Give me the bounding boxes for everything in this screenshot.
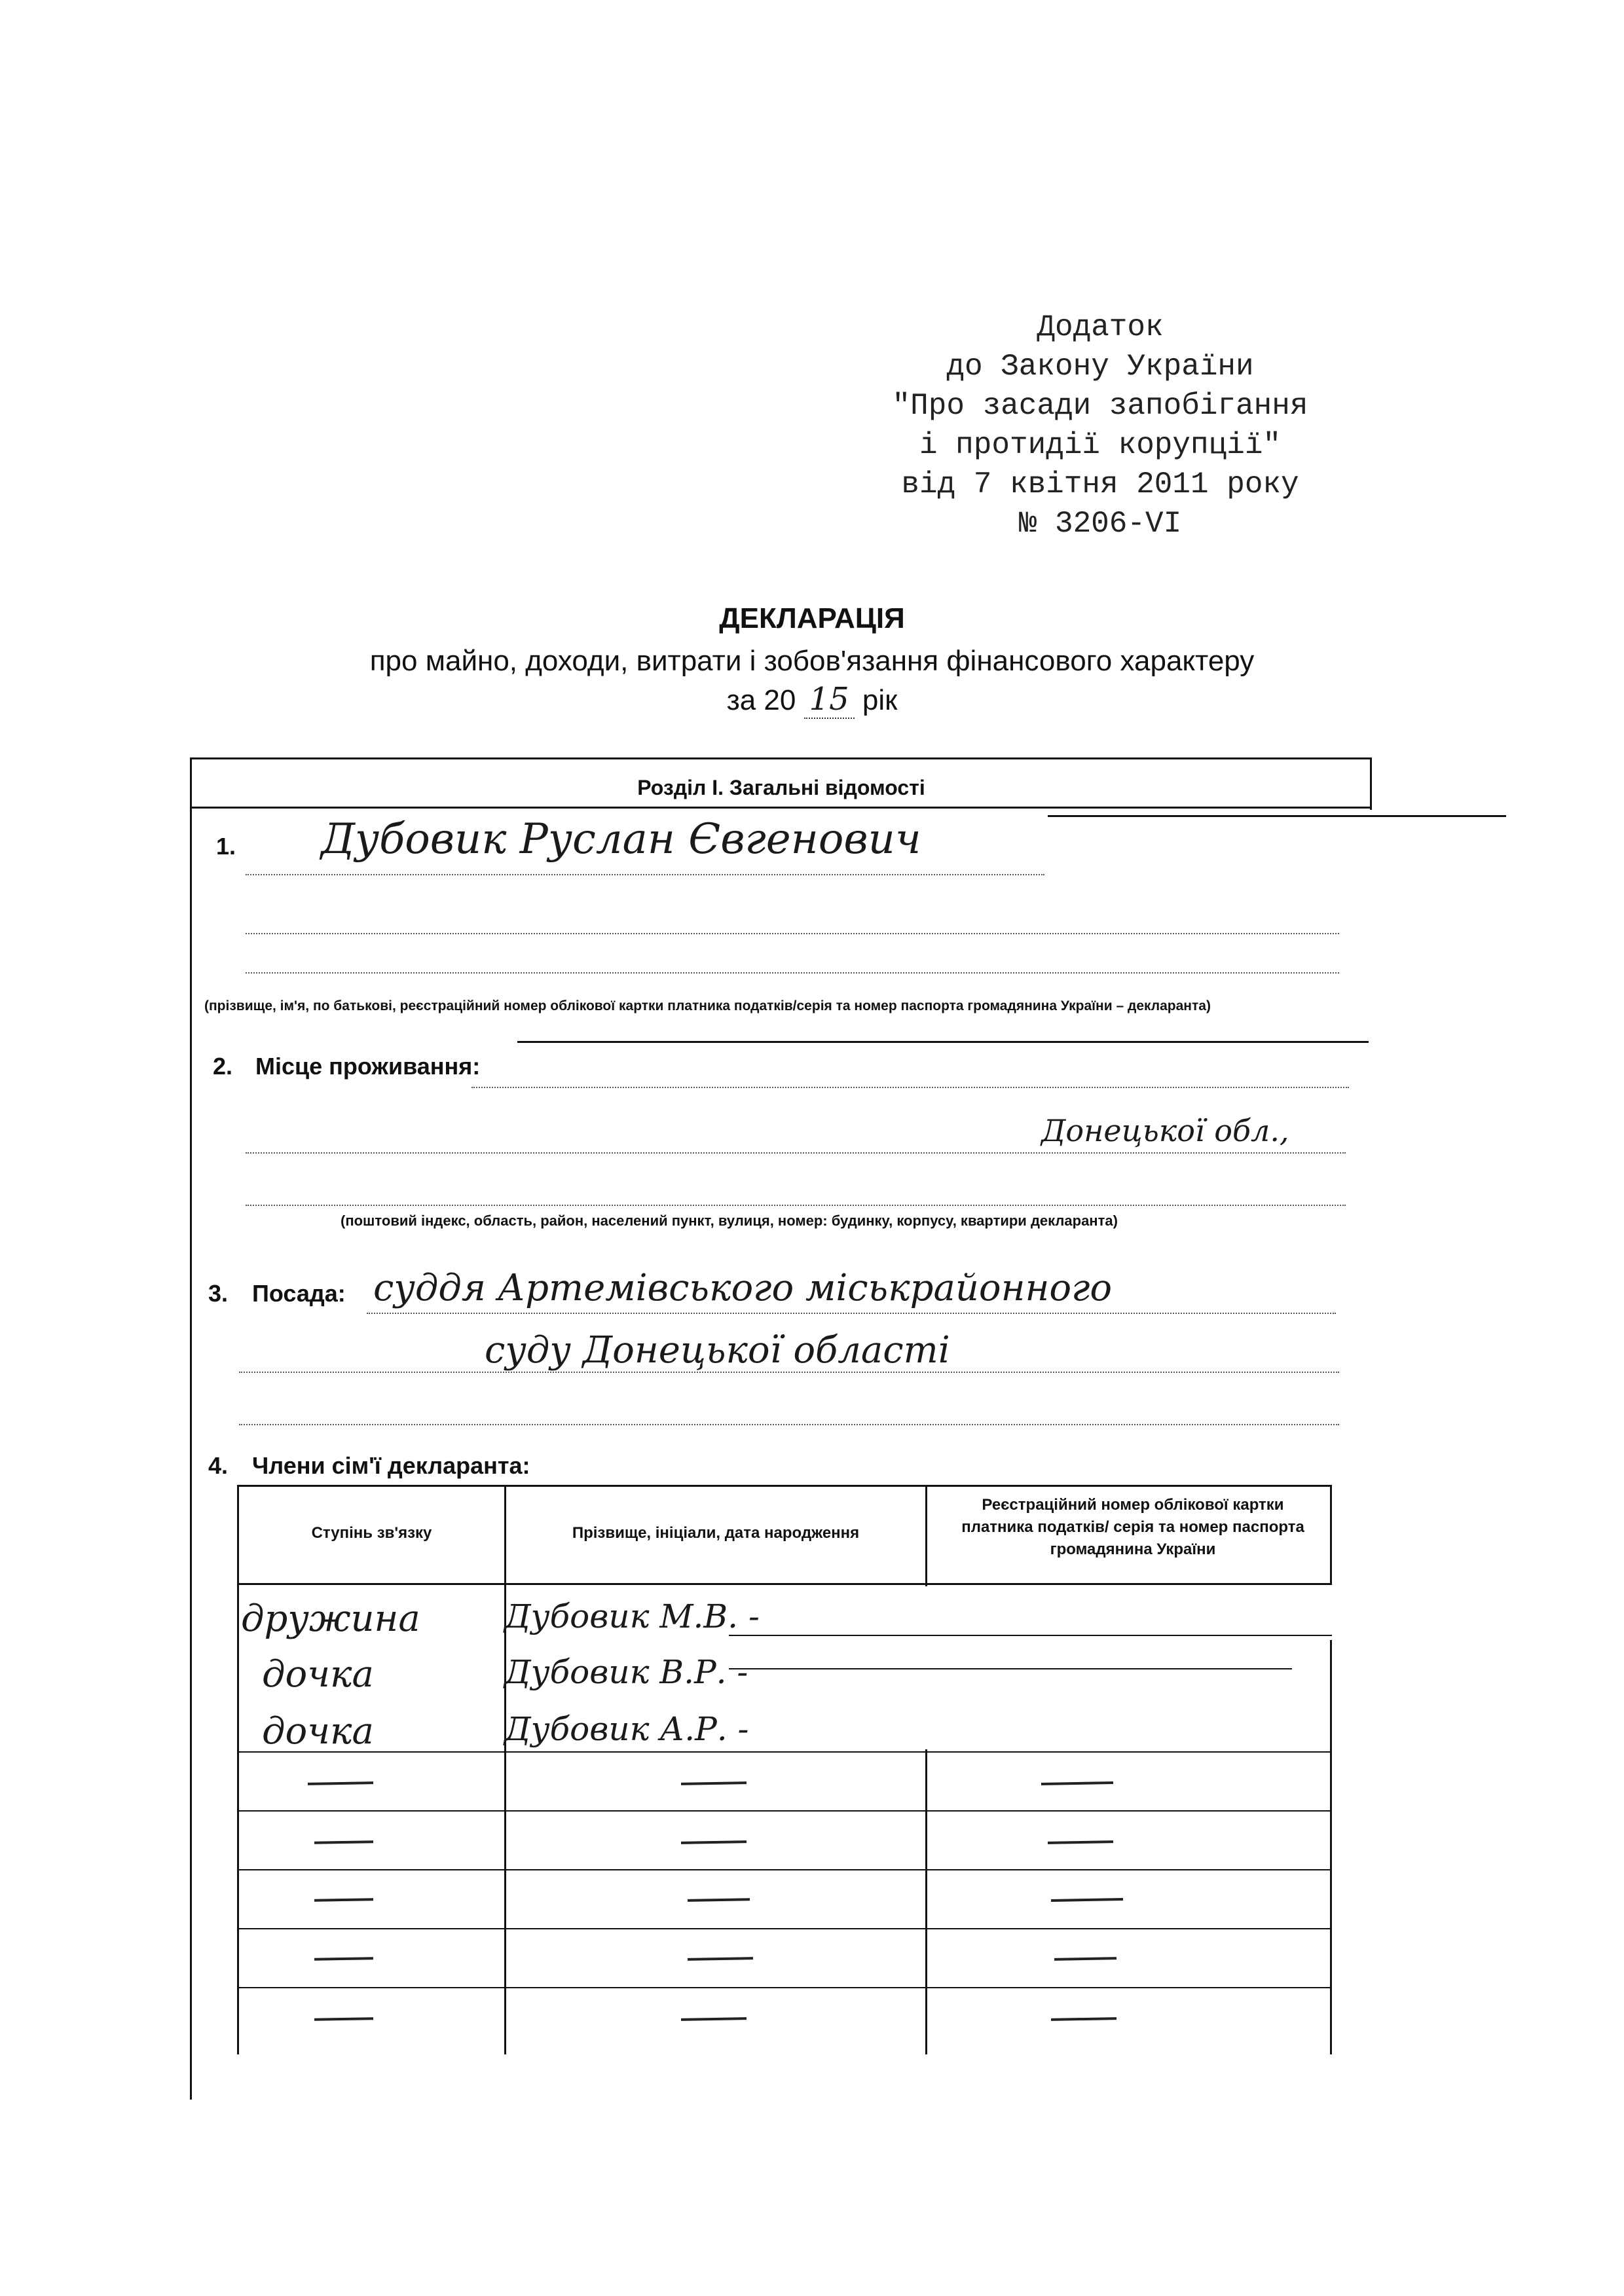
item3-handwritten-line-2: суду Донецької області — [485, 1329, 950, 1372]
frame-left — [190, 757, 192, 2100]
declaration-subtitle: про майно, доходи, витрати і зобов'язання фінансового характеру — [369, 645, 1255, 677]
appendix-line-6: № 3206-VI — [1018, 507, 1182, 541]
empty-dash — [308, 1781, 373, 1785]
row-2-relation: дочка — [262, 1653, 374, 1696]
empty-dash — [314, 1957, 373, 1961]
item3-number: 3. — [208, 1280, 229, 1307]
year-suffix: рік — [862, 684, 898, 716]
row-rule-7 — [237, 1987, 1332, 1988]
row-rule-2 — [729, 1668, 1292, 1669]
empty-dash — [688, 1957, 753, 1961]
table-header-name: Прізвище, ініціали, дата народження — [572, 1524, 860, 1542]
declaration-title: ДЕКЛАРАЦІЯ — [719, 602, 905, 634]
row-3-relation: дочка — [262, 1710, 374, 1753]
item2-number: 2. — [213, 1053, 233, 1080]
row-1-relation: дружина — [241, 1597, 420, 1640]
heading-bottom-rule — [190, 807, 1372, 809]
item2-line-1 — [471, 1087, 1349, 1088]
empty-dash — [314, 2017, 373, 2021]
row-rule-5 — [237, 1869, 1332, 1870]
table-left — [237, 1485, 239, 2054]
row-1-name: Дубовик М.В. - — [504, 1597, 760, 1635]
empty-dash — [681, 2017, 747, 2021]
table-header-rule — [237, 1583, 1332, 1585]
section-heading: Розділ І. Загальні відомості — [637, 776, 925, 799]
empty-dash — [1051, 2017, 1116, 2021]
empty-dash — [1054, 1957, 1116, 1961]
appendix-line-2: до Закону України — [946, 350, 1254, 384]
year-handwritten: 15 — [804, 681, 855, 719]
row-rule-3 — [237, 1751, 1332, 1753]
item3-line-2 — [239, 1372, 1339, 1373]
appendix-block — [812, 308, 1388, 543]
item1-line-2 — [246, 933, 1339, 934]
table-top — [237, 1485, 1332, 1487]
scan-artifact-line — [1048, 815, 1506, 817]
item4-label: Члени сім'ї декларанта: — [252, 1452, 530, 1479]
empty-dash — [681, 1840, 747, 1844]
empty-dash — [1048, 1840, 1113, 1844]
item2-caption: (поштовий індекс, область, район, населений пункт, вулиця, номер: будинку, корпусу, квартири декларанта) — [341, 1212, 1118, 1229]
row-rule-4 — [237, 1810, 1332, 1812]
item2-line-2 — [246, 1152, 1346, 1154]
table-header-tax-id: Реєстраційний номер облікової картки платника податків/ серія та номер паспорта громадянина України — [961, 1496, 1304, 1558]
table-right — [1330, 1485, 1332, 1583]
empty-dash — [688, 1898, 750, 1902]
item1-redaction — [1048, 822, 1329, 867]
table-col-1 — [504, 1485, 506, 2054]
table-header-relation: Ступінь зв'язку — [311, 1524, 432, 1542]
appendix-line-4: і протидії корупції" — [919, 428, 1282, 462]
item3-line-1 — [367, 1313, 1336, 1314]
item2-label: Місце проживання: — [255, 1053, 481, 1080]
item2-handwritten-fragment: Донецької обл., — [1041, 1113, 1289, 1148]
year-prefix: за 20 — [726, 684, 796, 716]
item1-line-1 — [246, 874, 1044, 875]
item3-label: Посада: — [252, 1280, 346, 1307]
empty-dash — [681, 1781, 747, 1785]
table-col-2 — [925, 1485, 927, 1586]
row-2-name: Дубовик В.Р. - — [504, 1653, 748, 1691]
item1-number: 1. — [216, 833, 236, 860]
item4-number: 4. — [208, 1452, 229, 1479]
declaration-year — [0, 681, 1624, 718]
empty-dash — [314, 1898, 373, 1902]
row-rule-6 — [237, 1928, 1332, 1929]
item1-handwritten-name: Дубовик Руслан Євгенович — [321, 815, 921, 864]
empty-dash — [314, 1840, 373, 1844]
item3-handwritten-line-1: суддя Артемівського міськрайонного — [373, 1267, 1113, 1309]
item2-artifact-line — [517, 1041, 1369, 1043]
empty-dash — [1041, 1781, 1113, 1785]
item1-line-3 — [246, 972, 1339, 974]
empty-dash — [1051, 1898, 1123, 1902]
appendix-line-5: від 7 квітня 2011 року — [901, 467, 1299, 501]
table-right-lower — [1330, 1640, 1332, 2054]
item3-line-3 — [239, 1424, 1339, 1425]
row-3-name: Дубовик А.Р. - — [504, 1710, 749, 1748]
appendix-line-3: "Про засади запобігання — [892, 389, 1308, 423]
item2-line-3 — [246, 1205, 1346, 1206]
appendix-line-1: Додаток — [1037, 310, 1164, 344]
item1-caption: (прізвище, ім'я, по батькові, реєстраційний номер облікової картки платника податків/серія та номер паспорта громадянина України – декларанта) — [204, 998, 1211, 1013]
frame-top — [190, 757, 1372, 759]
table-col-2-lower — [925, 1749, 927, 2054]
row-rule-1 — [729, 1635, 1332, 1636]
